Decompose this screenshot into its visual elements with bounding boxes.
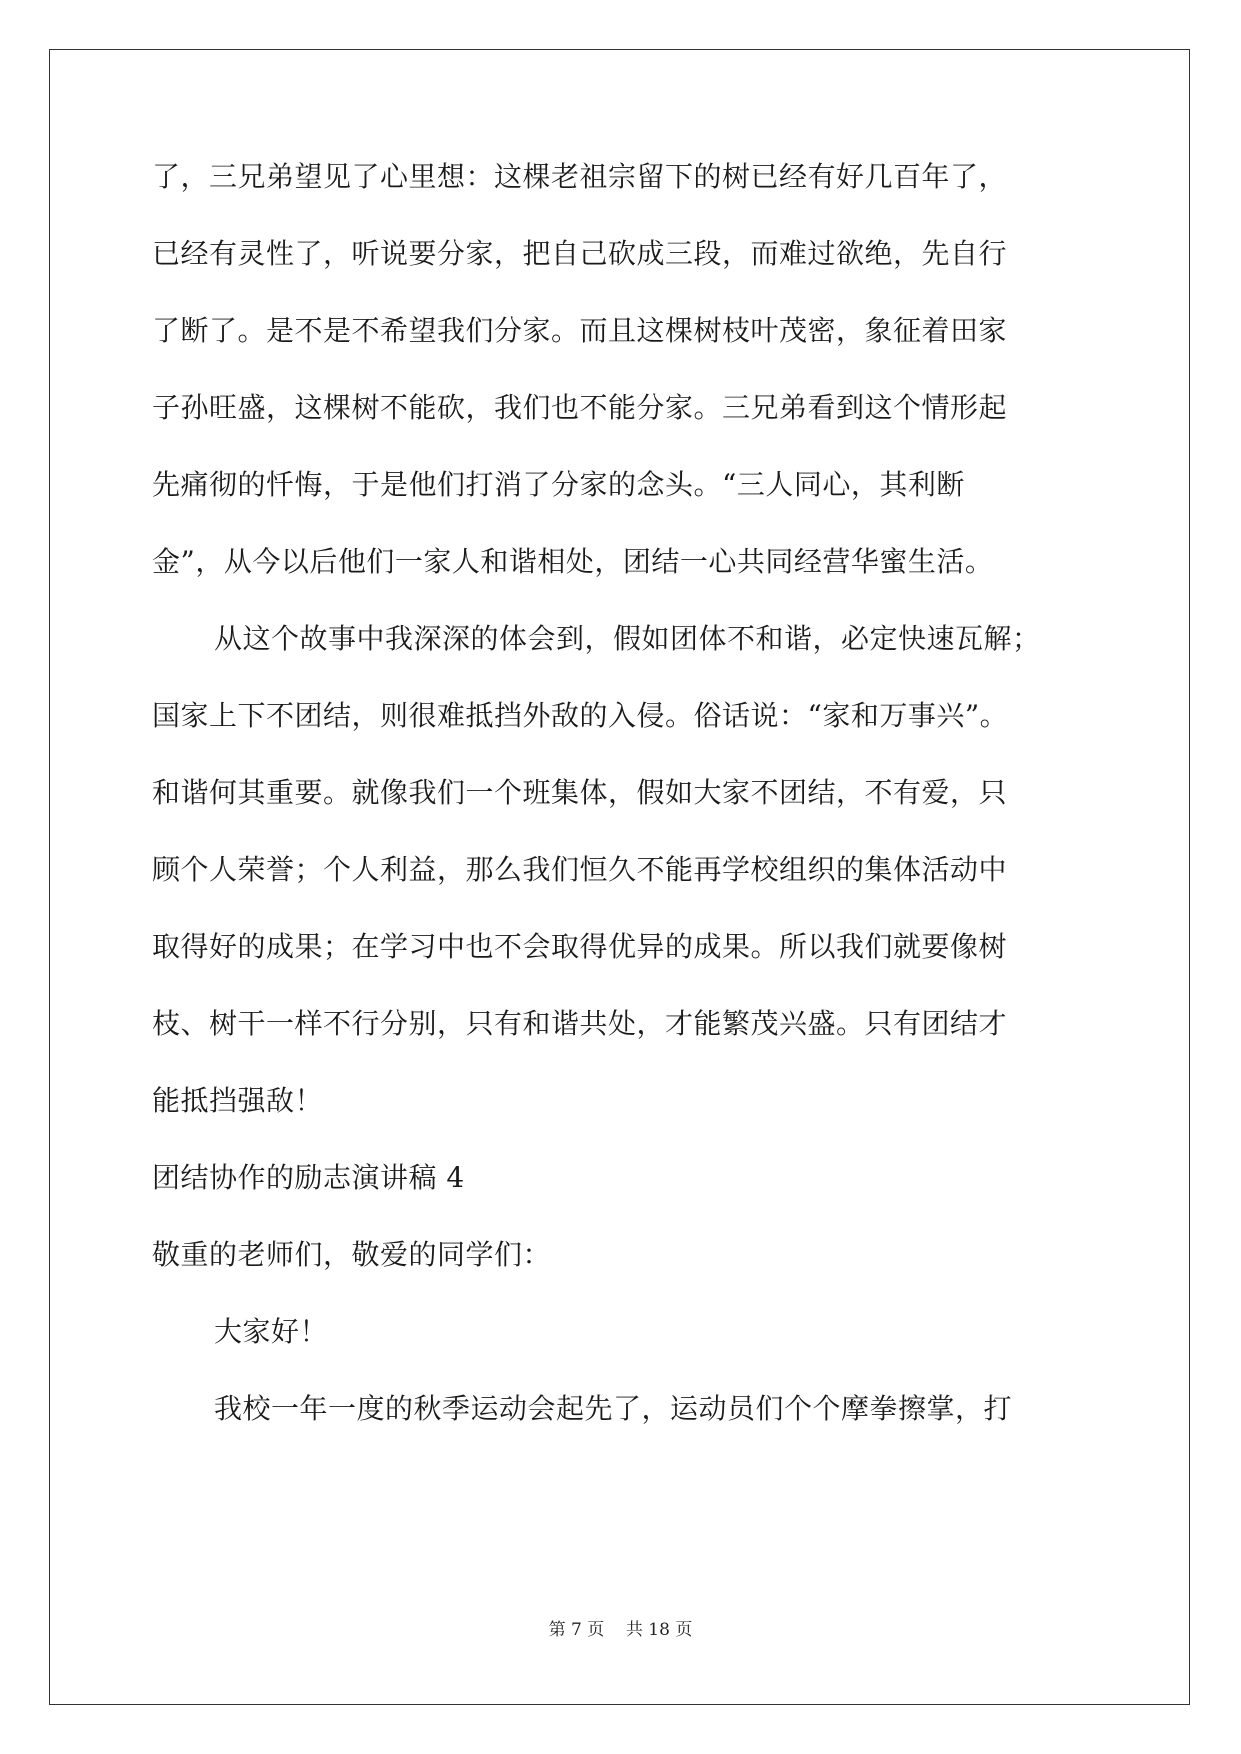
text-line: 从这个故事中我深深的体会到，假如团体不和谐，必定快速瓦解； <box>214 622 1041 655</box>
page-footer <box>0 1620 1241 1640</box>
text-line: 大家好！ <box>214 1315 329 1348</box>
text-line: 敬重的老师们，敬爱的同学们： <box>152 1238 552 1271</box>
text-line: 取得好的成果；在学习中也不会取得优异的成果。所以我们就要像树 <box>152 930 1008 963</box>
text-line: 金”，从今以后他们一家人和谐相处，团结一心共同经营华蜜生活。 <box>152 545 994 578</box>
text-line: 子孙旺盛，这棵树不能砍，我们也不能分家。三兄弟看到这个情形起 <box>152 391 1008 424</box>
text-line: 顾个人荣誉；个人利益，那么我们恒久不能再学校组织的集体活动中 <box>152 853 1008 886</box>
text-line: 已经有灵性了，听说要分家，把自己砍成三段，而难过欲绝，先自行 <box>152 237 1008 270</box>
text-line: 了，三兄弟望见了心里想：这棵老祖宗留下的树已经有好几百年了， <box>152 160 1008 193</box>
text-line: 和谐何其重要。就像我们一个班集体，假如大家不团结，不有爱，只 <box>152 776 1008 809</box>
document-body <box>152 162 1092 1471</box>
text-line: 我校一年一度的秋季运动会起先了，运动员们个个摩拳擦掌，打 <box>214 1392 1013 1425</box>
text-line: 枝、树干一样不行分别，只有和谐共处，才能繁茂兴盛。只有团结才 <box>152 1007 1008 1040</box>
text-line: 团结协作的励志演讲稿 4 <box>152 1161 465 1194</box>
total-pages: 共 18 页 <box>625 1620 693 1640</box>
text-line: 了断了。是不是不希望我们分家。而且这棵树枝叶茂密，象征着田家 <box>152 314 1008 347</box>
text-line: 能抵挡强敌！ <box>152 1084 324 1117</box>
page-number: 第 7 页 <box>548 1620 605 1640</box>
text-line: 国家上下不团结，则很难抵挡外敌的入侵。俗话说：“家和万事兴”。 <box>152 699 1009 732</box>
text-line: 先痛彻的忏悔，于是他们打消了分家的念头。“三人同心，其利断 <box>152 468 965 501</box>
